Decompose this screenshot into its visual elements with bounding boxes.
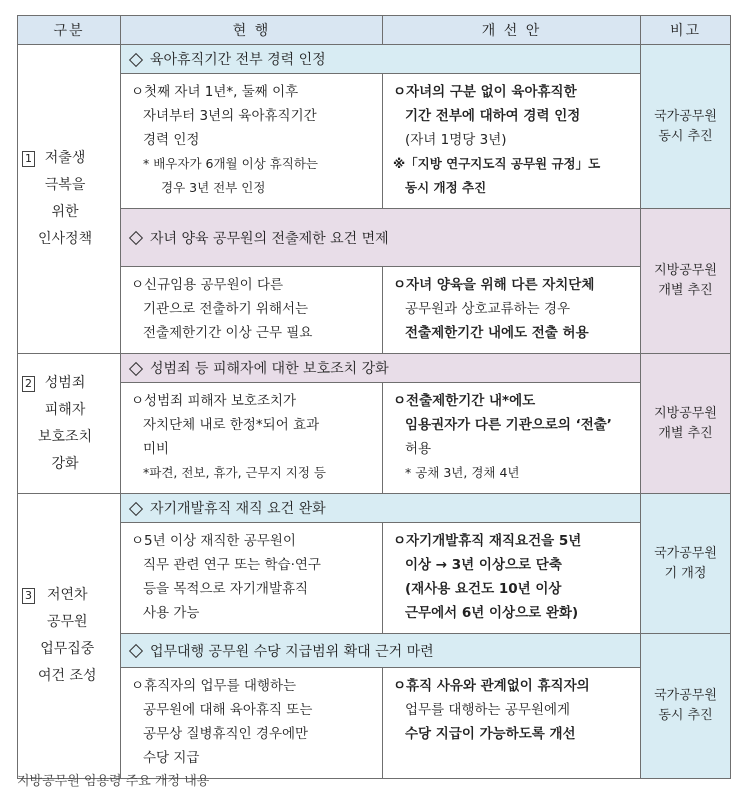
item-title-text: 육아휴직기간 전부 경력 인정 xyxy=(150,52,326,68)
section-number-icon: 2 xyxy=(22,376,35,392)
current-note: * 배우자가 6개월 이상 휴직하는 xyxy=(143,156,318,171)
current-line: ㅇ첫째 자녀 1년*, 둘째 이후 xyxy=(131,84,299,100)
improved-line: ㅇ전출제한기간 내*에도 xyxy=(393,393,536,409)
remark-line: 국가공무원 xyxy=(654,688,717,703)
subtitle-row xyxy=(18,354,731,383)
category-line: 극복을 xyxy=(44,177,86,193)
improved-note: ※「지방 연구지도직 공무원 규정」도 xyxy=(393,156,601,171)
remark-line: 기 개정 xyxy=(664,565,707,581)
content-row xyxy=(18,668,731,779)
amendment-table xyxy=(17,15,731,779)
current-line: 기관으로 전출하기 위해서는 xyxy=(143,301,309,317)
subtitle-row xyxy=(18,45,731,74)
remark-line: 지방공무원 xyxy=(654,263,717,278)
item-title-text: 자녀 양육 공무원의 전출제한 요건 면제 xyxy=(150,230,389,247)
diamond-icon xyxy=(129,231,143,245)
current-line: 수당 지급 xyxy=(143,750,200,766)
item-title-text: 업무대행 공무원 수당 지급범위 확대 근거 마련 xyxy=(150,643,434,660)
improved-line: 허용 xyxy=(405,441,432,457)
caption: 지방공무원 임용령 주요 개정 내용 xyxy=(17,774,210,789)
category-line: 보호조치 xyxy=(38,428,93,445)
remark-line: 개별 추진 xyxy=(658,425,713,441)
item-title xyxy=(121,494,641,523)
current-line: 직무 관련 연구 또는 학습·연구 xyxy=(143,557,321,573)
content-row xyxy=(18,383,731,494)
diamond-icon xyxy=(129,361,143,375)
remark-cell xyxy=(641,494,731,634)
section-number-icon: 1 xyxy=(22,151,35,167)
remark-line: 개별 추진 xyxy=(658,283,713,298)
improved-line: 수당 지급이 가능하도록 개선 xyxy=(405,726,576,742)
improved-line: 업무를 대행하는 공무원에게 xyxy=(405,702,571,718)
header-row xyxy=(18,16,731,45)
current-cell xyxy=(121,267,383,354)
item-title xyxy=(121,209,641,267)
current-line: 자녀부터 3년의 육아휴직기간 xyxy=(143,108,317,124)
remark-cell xyxy=(641,209,731,354)
current-line: ㅇ성범죄 피해자 보호조치가 xyxy=(131,393,297,409)
category-cell xyxy=(18,45,121,354)
category-line: 여건 조성 xyxy=(38,668,97,684)
improved-note: * 공채 3년, 경채 4년 xyxy=(405,465,520,480)
current-line: 미비 xyxy=(143,441,170,457)
header-category: 구분 xyxy=(18,16,121,45)
improved-line: ㅇ자녀 양육을 위해 다른 자치단체 xyxy=(393,277,595,293)
category-line: 업무집중 xyxy=(40,641,95,657)
remark-cell xyxy=(641,45,731,209)
improved-line: ㅇ자기개발휴직 재직요건을 5년 xyxy=(393,533,582,549)
improved-line: ㅇ자녀의 구분 없이 육아휴직한 xyxy=(393,84,577,100)
improved-line: 전출제한기간 내에도 전출 허용 xyxy=(405,325,589,341)
category-cell xyxy=(18,494,121,779)
category-line: 저연차 xyxy=(46,587,88,603)
header-current: 현 행 xyxy=(121,16,383,45)
current-line: 자치단체 내로 한정*되어 효과 xyxy=(143,417,320,433)
content-row xyxy=(18,523,731,634)
item-title xyxy=(121,354,641,383)
current-note: *파견, 전보, 휴가, 근무지 지정 등 xyxy=(143,465,326,480)
subtitle-row xyxy=(18,494,731,523)
item-title xyxy=(121,45,641,74)
category-line: 저출생 xyxy=(44,150,86,166)
diamond-icon xyxy=(129,52,143,66)
improved-cell xyxy=(383,383,641,494)
current-note: 경우 3년 전부 인정 xyxy=(161,180,266,195)
remark-line: 국가공무원 xyxy=(654,108,717,124)
improved-line: 이상 → 3년 이상으로 단축 xyxy=(405,557,562,573)
current-line: 경력 인정 xyxy=(143,132,200,148)
current-line: 전출제한기간 이상 근무 필요 xyxy=(143,325,313,341)
diamond-icon xyxy=(129,644,143,658)
current-line: ㅇ휴직자의 업무를 대행하는 xyxy=(131,678,297,694)
improved-line: (자녀 1명당 3년) xyxy=(405,132,507,148)
improved-line: (재사용 요건도 10년 이상 xyxy=(405,581,562,597)
category-line: 인사정책 xyxy=(38,231,93,247)
remark-line: 국가공무원 xyxy=(654,545,717,561)
improved-line: ㅇ휴직 사유와 관계없이 휴직자의 xyxy=(393,678,590,694)
current-cell xyxy=(121,74,383,209)
category-line: 위한 xyxy=(51,204,79,220)
section-number-icon: 3 xyxy=(22,588,35,604)
improved-cell xyxy=(383,267,641,354)
category-line: 성범죄 xyxy=(44,374,86,391)
current-line: 공무원에 대해 육아휴직 또는 xyxy=(143,702,313,718)
header-improved: 개 선 안 xyxy=(383,16,641,45)
category-line: 강화 xyxy=(51,455,79,472)
current-line: 등을 목적으로 자기개발휴직 xyxy=(143,581,309,597)
improved-cell xyxy=(383,523,641,634)
current-line: 사용 가능 xyxy=(143,605,200,621)
category-line: 공무원 xyxy=(46,614,88,630)
improved-line: 임용권자가 다른 기관으로의 ‘전출’ xyxy=(405,417,612,433)
remark-line: 동시 추진 xyxy=(658,128,713,144)
current-line: ㅇ5년 이상 재직한 공무원이 xyxy=(131,533,296,549)
remark-line: 동시 추진 xyxy=(658,708,713,723)
item-title xyxy=(121,634,641,668)
current-line: 공무상 질병휴직인 경우에만 xyxy=(143,726,309,742)
header-note: 비고 xyxy=(641,16,731,45)
current-cell xyxy=(121,523,383,634)
remark-line: 지방공무원 xyxy=(654,405,717,421)
category-cell xyxy=(18,354,121,494)
current-line: ㅇ신규임용 공무원이 다른 xyxy=(131,277,284,293)
category-line: 피해자 xyxy=(44,401,86,418)
improved-cell xyxy=(383,668,641,779)
current-cell xyxy=(121,383,383,494)
item-title-text: 자기개발휴직 재직 요건 완화 xyxy=(150,501,326,517)
subtitle-row xyxy=(18,209,731,267)
subtitle-row xyxy=(18,634,731,668)
improved-line: 공무원과 상호교류하는 경우 xyxy=(405,301,571,317)
current-cell xyxy=(121,668,383,779)
improved-line: 기간 전부에 대하여 경력 인정 xyxy=(405,108,581,124)
remark-cell xyxy=(641,634,731,779)
content-row xyxy=(18,267,731,354)
content-row xyxy=(18,74,731,209)
remark-cell xyxy=(641,354,731,494)
diamond-icon xyxy=(129,501,143,515)
item-title-text: 성범죄 등 피해자에 대한 보호조치 강화 xyxy=(150,361,389,377)
improved-line: 근무에서 6년 이상으로 완화) xyxy=(405,605,579,621)
improved-cell xyxy=(383,74,641,209)
improved-note: 동시 개정 추진 xyxy=(405,180,487,195)
